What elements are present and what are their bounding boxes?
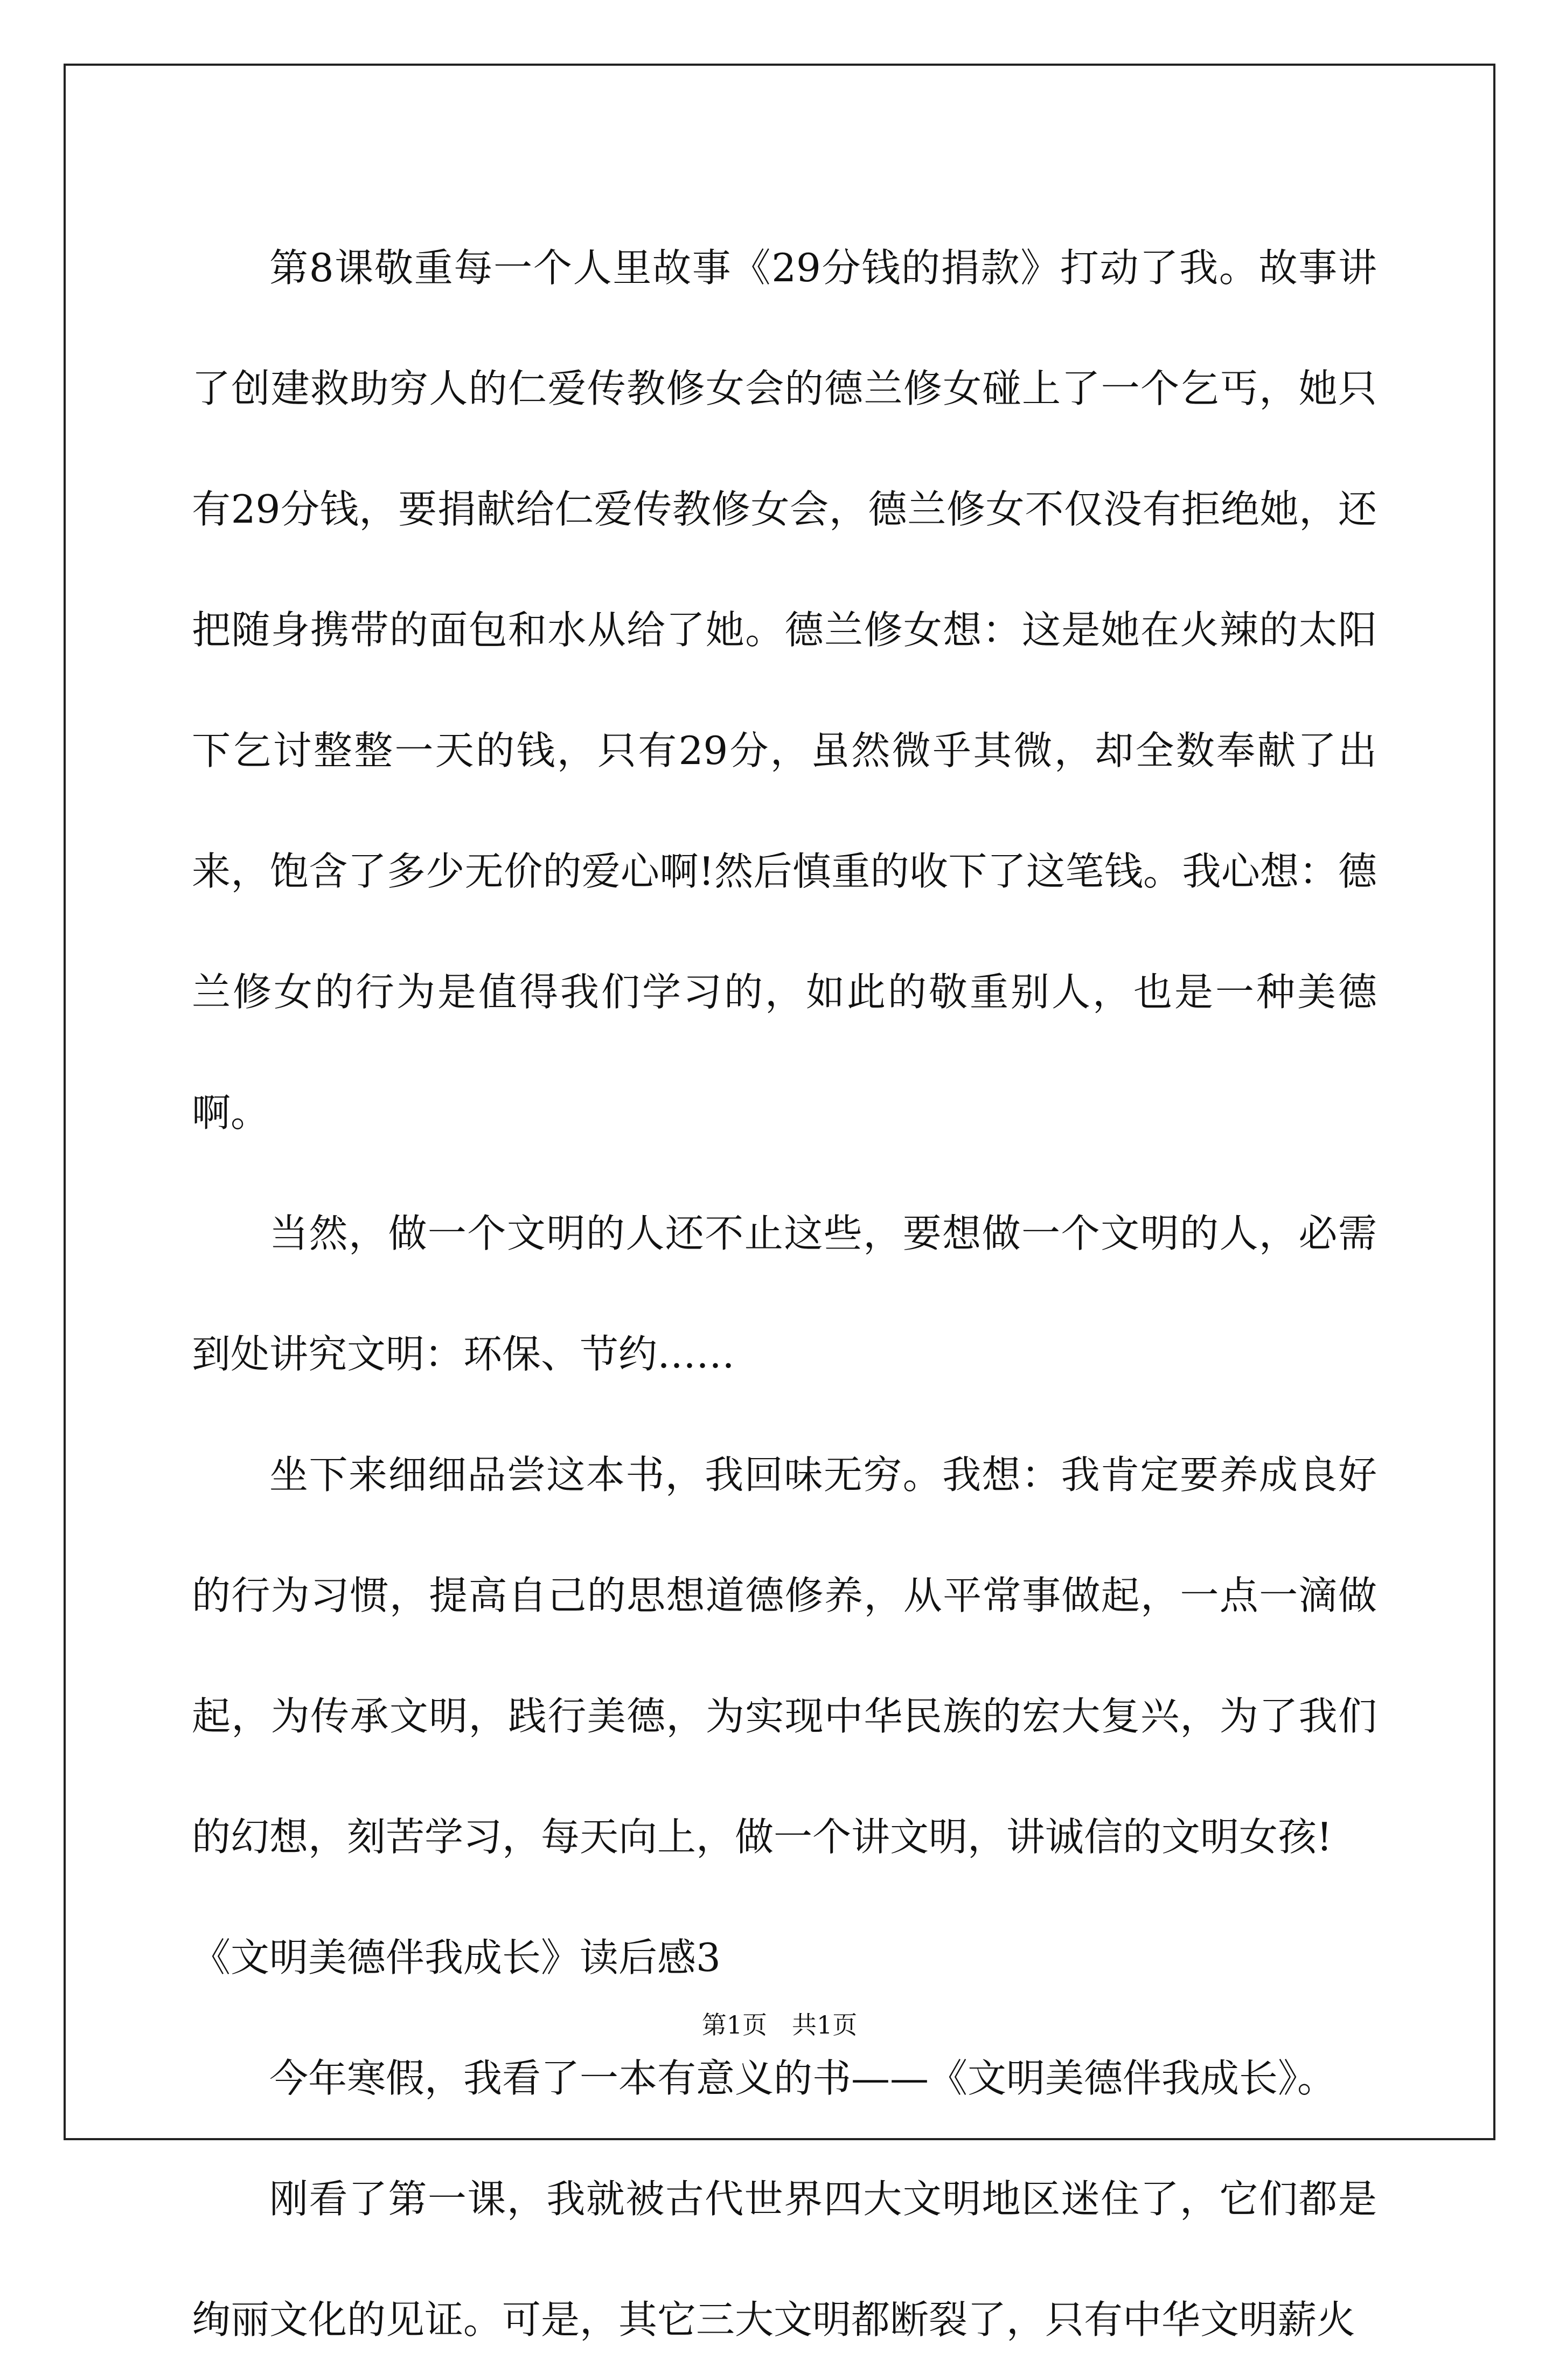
paragraph-first-lesson: 刚看了第一课，我就被古代世界四大文明地区迷住了，它们都是绚丽文化的见证。可是，其它三大文明都断裂了，只有中华文明薪火: [192, 2176, 1377, 2342]
section-heading: 《文明美德伴我成长》读后感3: [192, 1935, 721, 1980]
paragraph-winter-break: 今年寒假，我看了一本有意义的书——《文明美德伴我成长》。: [269, 2056, 1337, 2101]
paragraph-civility: 当然，做一个文明的人还不止这些，要想做一个文明的人，必需到处讲究文明：环保、节约……: [192, 1211, 1377, 1377]
page-number-footer: 第1页 共1页: [701, 2010, 858, 2039]
paragraph-story: 第8课敬重每一个人里故事《29分钱的捐款》打动了我。故事讲了创建救助穷人的仁爱传教修女会的德兰修女碰上了一个乞丐，她只有29分钱，要捐献给仁爱传教修女会，德兰修女不仅没有拒绝她，还把随身携带的面包和水从给了她。德兰修女想：这是她在火辣的太阳下乞讨整整一天的钱，只有29分，虽然微乎其微，却全数奉献了出来，饱含了多少无价的爱心啊!然后慎重的收下了这笔钱。我心想：德兰修女的行为是值得我们学习的，如此的敬重别人，也是一种美德啊。: [192, 245, 1377, 1135]
document-body: [192, 207, 1377, 2380]
paragraph-reflection: 坐下来细细品尝这本书，我回味无穷。我想：我肯定要养成良好的行为习惯，提高自己的思想道德修养，从平常事做起，一点一滴做起，为传承文明，践行美德，为实现中华民族的宏大复兴，为了我们的幻想，刻苦学习，每天向上，做一个讲文明，讲诚信的文明女孩!: [192, 1452, 1377, 1859]
